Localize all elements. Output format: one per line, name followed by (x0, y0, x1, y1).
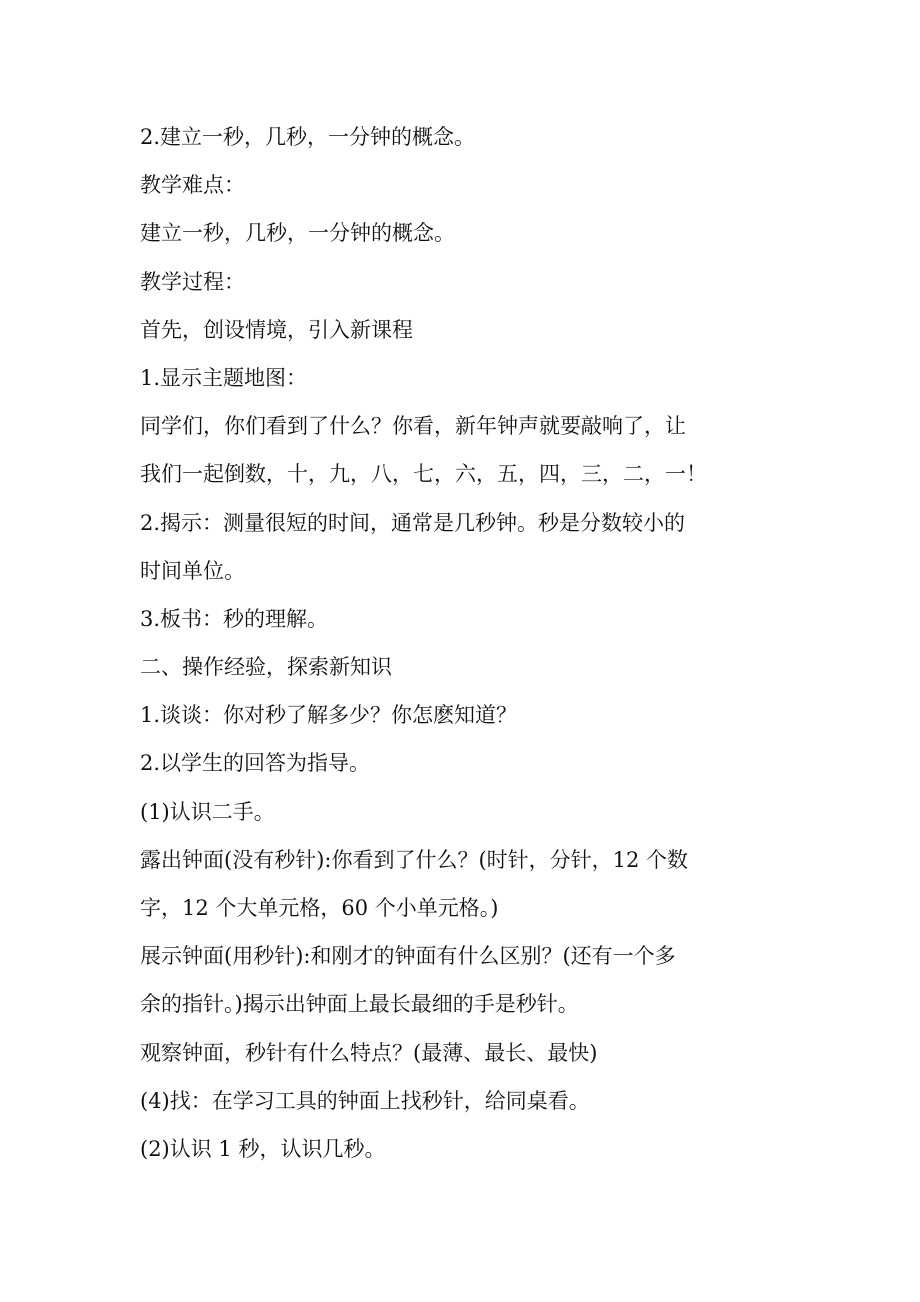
text-line: (1)认识二手。 (140, 799, 275, 824)
text-line: 露出钟面(没有秒针):你看到了什么？(时针，分针，12 个数 (140, 847, 689, 872)
document-body (140, 113, 785, 1173)
text-line: 字，12 个大单元格，60 个小单元格。) (140, 896, 499, 920)
text-line: 建立一秒，几秒，一分钟的概念。 (140, 221, 455, 246)
text-line: 我们一起倒数，十，九，八，七，六，五，四，三，二，一！ (140, 462, 707, 487)
text-line: 2.以学生的回答为指导。 (140, 751, 371, 776)
text-line: 教学过程： (140, 269, 245, 294)
text-line: 展示钟面(用秒针):和刚才的钟面有什么区别？(还有一个多 (140, 944, 676, 969)
text-line: 同学们，你们看到了什么？你看，新年钟声就要敲响了，让 (140, 414, 686, 439)
text-line: 观察钟面，秒针有什么特点？(最薄、最长、最快) (140, 1040, 598, 1065)
text-line: 1.显示主题地图： (140, 365, 308, 390)
text-line: 教学难点： (140, 173, 245, 198)
text-line: 时间单位。 (140, 558, 245, 583)
text-line: 首先，创设情境，引入新课程 (140, 317, 413, 342)
text-line: (4)找：在学习工具的钟面上找秒针，给同桌看。 (140, 1088, 590, 1113)
text-line: 余的指针。)揭示出钟面上最长最细的手是秒针。 (140, 992, 579, 1017)
text-line: (2)认识 1 秒，认识几秒。 (140, 1136, 386, 1161)
text-line: 二、操作经验，探索新知识 (140, 655, 392, 680)
text-line: 1.谈谈：你对秒了解多少？你怎麽知道？ (140, 703, 518, 728)
text-line: 2.建立一秒，几秒，一分钟的概念。 (140, 125, 476, 149)
text-line: 3.板书：秒的理解。 (140, 606, 329, 631)
text-line: 2.揭示：测量很短的时间，通常是几秒钟。秒是分数较小的 (140, 510, 686, 535)
